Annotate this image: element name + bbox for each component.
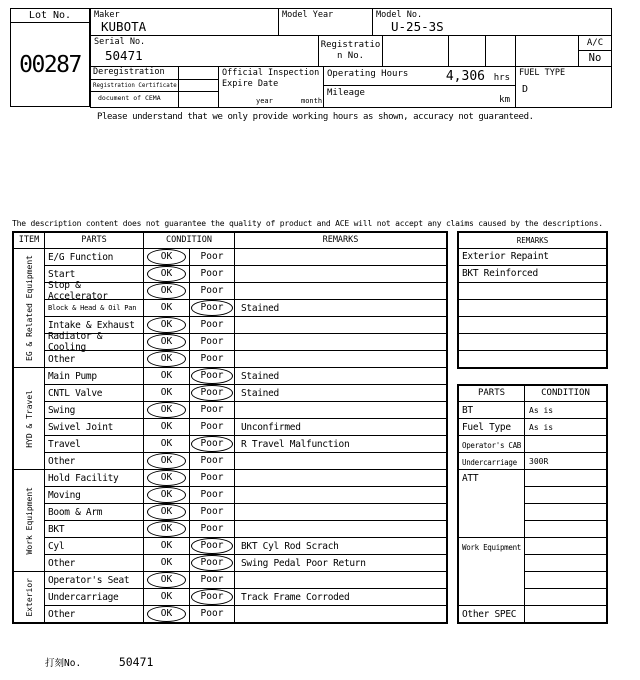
mileage-unit: km (499, 95, 510, 105)
condition-poor (190, 572, 235, 588)
parts-label: Intake & Exhaust (45, 317, 144, 333)
remarks-panel (457, 231, 608, 369)
condition-ok (144, 419, 190, 435)
year-label: year (256, 97, 273, 105)
spec-value (525, 436, 606, 452)
deregistration-value (179, 67, 218, 79)
condition-ok (144, 589, 190, 605)
poor-mark: Poor (200, 268, 224, 279)
spec-value (525, 470, 606, 487)
table-row (45, 453, 446, 469)
ok-mark: OK (160, 591, 173, 602)
poor-mark: Poor (200, 591, 224, 602)
condition-ok (144, 521, 190, 537)
ok-mark: OK (160, 370, 173, 381)
remarks-item: Exterior Repaint (459, 249, 606, 266)
section-label-hyd (14, 368, 45, 469)
maker-label: Maker (94, 10, 120, 20)
parts-label: Main Pump (45, 368, 144, 384)
poor-mark: Poor (200, 421, 224, 432)
ok-mark: OK (160, 540, 173, 551)
spec-panel (457, 384, 608, 624)
condition-ok (144, 300, 190, 316)
condition-poor (190, 402, 235, 418)
poor-mark: Poor (200, 370, 224, 381)
poor-mark: Poor (200, 387, 224, 398)
ok-mark: OK (160, 251, 173, 262)
ok-mark: OK (160, 404, 173, 415)
remarks-text: Stained (241, 387, 279, 399)
condition-poor (190, 385, 235, 401)
ok-mark: OK (160, 608, 173, 619)
section-label-text: EG & Related Equipment (24, 255, 34, 361)
poor-mark: Poor (200, 608, 224, 619)
parts-label: Block & Head & Oil Pan (45, 300, 144, 316)
remarks-item (459, 351, 606, 367)
remarks-item (459, 283, 606, 300)
hours-mileage-block (324, 67, 516, 107)
machine-header-table (90, 8, 612, 108)
condition-poor (190, 317, 235, 333)
ac-value: No (588, 52, 602, 64)
spec-value: As is (529, 423, 554, 432)
condition-ok (144, 436, 190, 452)
model-year-label: Model Year (282, 10, 334, 20)
parts-label: Other (45, 351, 144, 367)
spec-value (525, 521, 606, 537)
spec-label: ATT (459, 470, 525, 537)
model-no-value: U-25-3S (391, 19, 444, 35)
remarks-item (459, 334, 606, 351)
parts-label: Radiator & Cooling (45, 334, 144, 350)
hours-unit: hrs (493, 73, 510, 83)
ok-mark: OK (160, 302, 173, 313)
parts-label: Other (45, 453, 144, 469)
spec-value (525, 606, 606, 622)
condition-poor (190, 266, 235, 282)
condition-ok (144, 572, 190, 588)
ok-mark: OK (160, 336, 173, 347)
month-label: month (301, 97, 323, 105)
table-row (45, 249, 446, 266)
spec-label: BT (459, 402, 525, 418)
table-row (45, 385, 446, 402)
spec-value: As is (529, 406, 554, 415)
table-row (45, 368, 446, 385)
ok-mark: OK (160, 438, 173, 449)
section-hyd (14, 368, 446, 470)
condition-ok (144, 266, 190, 282)
spec-row-bt (459, 402, 606, 419)
parts-label: Stop & Accelerator (45, 283, 144, 299)
spec-panel-header (459, 386, 606, 402)
ok-mark: OK (160, 319, 173, 330)
parts-label: Operator's Seat (45, 572, 144, 588)
parts-label: E/G Function (45, 249, 144, 265)
condition-ok (144, 504, 190, 520)
spec-value (525, 487, 606, 504)
spec-row-undercarriage (459, 453, 606, 470)
condition-ok (144, 351, 190, 367)
spec-label: Work Equipment (459, 538, 525, 605)
fuel-type-label: FUEL TYPE (519, 68, 566, 78)
poor-mark: Poor (200, 285, 224, 296)
parts-label: Boom & Arm (45, 504, 144, 520)
spec-value (525, 555, 606, 572)
registration-certificate-value (179, 80, 218, 92)
condition-ok (144, 470, 190, 486)
section-work-equipment (14, 470, 446, 572)
section-label-exterior (14, 572, 45, 622)
remarks-item: BKT Reinforced (459, 266, 606, 283)
poor-mark: Poor (200, 506, 224, 517)
condition-poor (190, 589, 235, 605)
spec-row-other-spec (459, 606, 606, 622)
section-label-work-equipment (14, 470, 45, 571)
poor-mark: Poor (200, 489, 224, 500)
parts-label: Other (45, 555, 144, 571)
parts-label: Other (45, 606, 144, 622)
lot-box (10, 8, 90, 107)
remarks-text: R Travel Malfunction (241, 438, 350, 450)
spec-value: 300R (529, 457, 549, 466)
parts-label: Swivel Joint (45, 419, 144, 435)
condition-poor (190, 521, 235, 537)
ok-mark: OK (160, 489, 173, 500)
stamp-number (45, 651, 153, 670)
spec-label: Fuel Type (459, 419, 525, 435)
ok-mark: OK (160, 455, 173, 466)
condition-ok (144, 453, 190, 469)
condition-ok (144, 317, 190, 333)
remarks-text: Stained (241, 370, 279, 382)
serial-label: Serial No. (94, 37, 146, 47)
operating-hours-value: 4,306 (445, 69, 485, 84)
condition-ok (144, 538, 190, 554)
condition-poor (190, 436, 235, 452)
parts-label: Start (45, 266, 144, 282)
spec-value (525, 572, 606, 589)
ok-mark: OK (160, 421, 173, 432)
spec-row-att (459, 470, 606, 538)
ac-label: A/C (579, 36, 611, 51)
condition-poor (190, 487, 235, 503)
parts-label: CNTL Valve (45, 385, 144, 401)
section-exterior (14, 572, 446, 622)
parts-header: PARTS (45, 233, 144, 248)
remarks-text: Track Frame Corroded (241, 591, 350, 603)
empty-cell (486, 36, 516, 66)
poor-mark: Poor (200, 319, 224, 330)
table-row (45, 606, 446, 622)
condition-ok (144, 555, 190, 571)
deregistration-block (91, 67, 219, 107)
condition-poor (190, 300, 235, 316)
ok-mark: OK (160, 353, 173, 364)
spec-value (525, 504, 606, 521)
inspection-table-header (14, 233, 446, 249)
mileage-label: Mileage (327, 88, 365, 98)
table-row (45, 555, 446, 571)
table-row (45, 572, 446, 589)
remarks-text: Swing Pedal Poor Return (241, 557, 366, 569)
remarks-text: Stained (241, 302, 279, 314)
official-inspection-cell (219, 67, 324, 107)
parts-label: Cyl (45, 538, 144, 554)
condition-poor (190, 555, 235, 571)
table-row (45, 436, 446, 453)
lot-number: 00287 (19, 51, 81, 78)
stamp-value: 50471 (118, 655, 154, 669)
condition-poor (190, 334, 235, 350)
parts-label: BKT (45, 521, 144, 537)
poor-mark: Poor (200, 557, 224, 568)
fuel-type-value: D (522, 84, 529, 96)
section-label-text: Work Equipment (24, 486, 34, 555)
lot-label: Lot No. (11, 9, 89, 23)
ok-mark: OK (160, 506, 173, 517)
poor-mark: Poor (200, 574, 224, 585)
spec-row-fuel-type (459, 419, 606, 436)
remarks-panel-header: REMARKS (459, 233, 606, 249)
serial-cell (91, 36, 319, 66)
inspection-table (12, 231, 448, 624)
condition-ok (144, 385, 190, 401)
condition-ok (144, 606, 190, 622)
model-no-cell (373, 9, 611, 35)
fuel-type-cell (516, 67, 611, 107)
table-row (45, 487, 446, 504)
poor-mark: Poor (200, 523, 224, 534)
section-label-text: Exterior (24, 577, 34, 617)
ok-mark: OK (160, 387, 173, 398)
table-row (45, 504, 446, 521)
registration-no-value (383, 36, 449, 66)
table-row (45, 351, 446, 367)
model-year-cell (279, 9, 373, 35)
document-of-cema-value (179, 92, 218, 107)
table-row (45, 521, 446, 538)
parts-label: Hold Facility (45, 470, 144, 486)
condition-poor (190, 249, 235, 265)
poor-mark: Poor (200, 472, 224, 483)
item-header: ITEM (14, 233, 45, 248)
condition-ok (144, 283, 190, 299)
document-of-cema-label: document of CEMA (91, 92, 179, 107)
remarks-text: BKT Cyl Rod Scrach (241, 540, 339, 552)
parts-label: Swing (45, 402, 144, 418)
condition-ok (144, 487, 190, 503)
spec-row-work-equipment (459, 538, 606, 606)
condition-poor (190, 538, 235, 554)
condition-poor (190, 453, 235, 469)
condition-poor (190, 419, 235, 435)
spec-label: Undercarriage (459, 453, 525, 469)
condition-poor (190, 606, 235, 622)
spec-condition-header: CONDITION (541, 388, 590, 398)
operating-hours-label: Operating Hours (327, 69, 409, 79)
remarks-text: Unconfirmed (241, 421, 301, 433)
spec-label: Other SPEC (459, 606, 525, 622)
table-row (45, 589, 446, 606)
condition-ok (144, 249, 190, 265)
empty-cell (449, 36, 486, 66)
remarks-item (459, 317, 606, 334)
section-label-text: HYD & Travel (24, 389, 34, 448)
condition-poor (190, 470, 235, 486)
table-row (45, 280, 446, 302)
table-row (45, 470, 446, 487)
poor-mark: Poor (200, 251, 224, 262)
poor-mark: Poor (200, 353, 224, 364)
hours-disclaimer: Please understand that we only provide working hours as shown, accuracy not guaranteed. (97, 112, 534, 122)
table-row (45, 538, 446, 555)
ok-mark: OK (160, 268, 173, 279)
condition-header: CONDITION (144, 233, 235, 248)
deregistration-label: Deregistration (91, 67, 179, 79)
condition-poor (190, 368, 235, 384)
poor-mark: Poor (200, 540, 224, 551)
parts-label: Moving (45, 487, 144, 503)
serial-value: 50471 (105, 48, 143, 64)
spec-value (525, 538, 606, 555)
spec-row-operators-cab (459, 436, 606, 453)
spec-value (525, 589, 606, 605)
spec-label: Operator's CAB (459, 436, 525, 452)
model-no-label: Model No. (376, 10, 423, 20)
condition-poor (190, 283, 235, 299)
poor-mark: Poor (200, 404, 224, 415)
ok-mark: OK (160, 523, 173, 534)
table-row (45, 331, 446, 353)
poor-mark: Poor (200, 302, 224, 313)
registration-no-label: Registration No. (319, 36, 383, 66)
remarks-header: REMARKS (322, 235, 359, 245)
stamp-label: 打刻No. (45, 658, 82, 669)
ok-mark: OK (160, 285, 173, 296)
empty-cell (516, 36, 579, 66)
poor-mark: Poor (200, 455, 224, 466)
condition-ok (144, 402, 190, 418)
table-row (45, 300, 446, 317)
ok-mark: OK (160, 557, 173, 568)
maker-cell (91, 9, 279, 35)
table-row (45, 419, 446, 436)
ac-cell (579, 36, 611, 66)
condition-ok (144, 334, 190, 350)
section-label-eg (14, 249, 45, 367)
parts-label: Undercarriage (45, 589, 144, 605)
parts-label: Travel (45, 436, 144, 452)
ok-mark: OK (160, 472, 173, 483)
maker-value: KUBOTA (101, 19, 147, 35)
poor-mark: Poor (200, 336, 224, 347)
ok-mark: OK (160, 574, 173, 585)
remarks-item (459, 300, 606, 317)
condition-poor (190, 504, 235, 520)
condition-ok (144, 368, 190, 384)
poor-mark: Poor (200, 438, 224, 449)
official-inspection-label: Official Inspection Expire Date (222, 68, 320, 89)
table-row (45, 402, 446, 419)
description-note: The description content does not guarantee the quality of product and ACE will not accept any claims caused by the descriptions. (12, 219, 603, 228)
spec-parts-header: PARTS (459, 386, 525, 401)
registration-certificate-label: Registration Certificate (91, 80, 179, 92)
section-eg (14, 249, 446, 368)
condition-poor (190, 351, 235, 367)
